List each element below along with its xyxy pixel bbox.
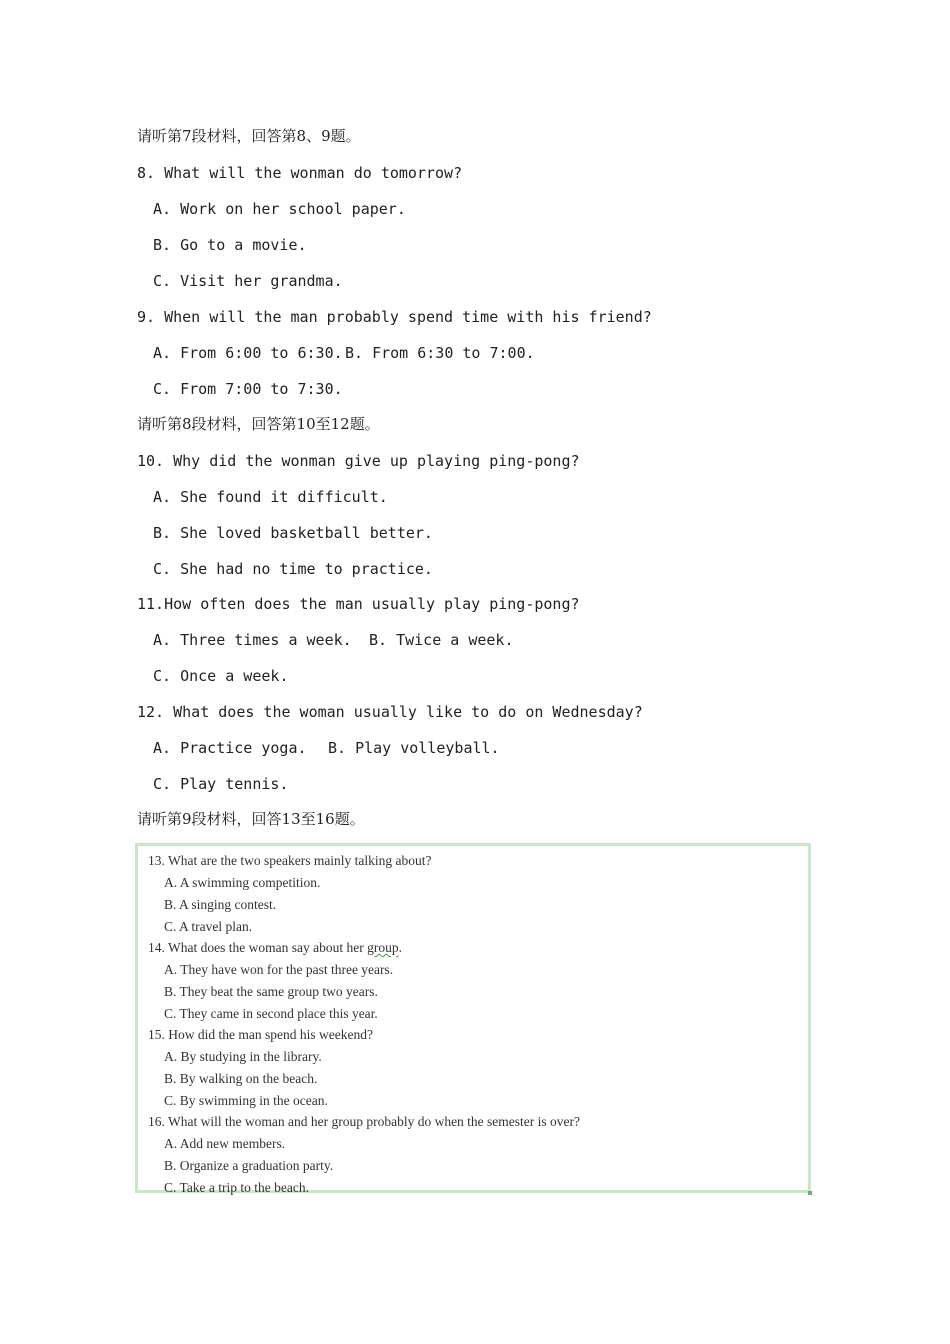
question-9-option-c: C. From 7:00 to 7:30. xyxy=(153,380,343,398)
question-14-option-c: C. They came in second place this year. xyxy=(164,1006,378,1021)
question-11-stem: 11.How often does the man usually play ping-pong? xyxy=(137,595,580,613)
section-7-instruction: 请听第7段材料，回答第8、9题。 xyxy=(137,127,361,145)
spellcheck-squiggle-word: group xyxy=(367,940,399,955)
question-13-stem: 13. What are the two speakers mainly talking about? xyxy=(148,853,432,868)
question-15-stem: 15. How did the man spend his weekend? xyxy=(148,1027,373,1042)
question-11-option-a: A. Three times a week. xyxy=(153,631,352,649)
question-14-option-a: A. They have won for the past three years. xyxy=(164,962,394,977)
question-10-stem: 10. Why did the wonman give up playing ping-pong? xyxy=(137,452,580,470)
question-14-stem-end: . xyxy=(398,940,402,955)
question-14-stem-text: 14. What does the woman say about her xyxy=(148,940,368,955)
question-9-option-b: B. From 6:30 to 7:00. xyxy=(345,344,535,362)
question-10-option-c: C. She had no time to practice. xyxy=(153,560,433,578)
question-10-option-b: B. She loved basketball better. xyxy=(153,524,433,542)
section-8-instruction: 请听第8段材料，回答第10至12题。 xyxy=(137,415,380,433)
question-12-option-b: B. Play volleyball. xyxy=(328,739,500,757)
question-15-option-a: A. By studying in the library. xyxy=(164,1049,322,1064)
question-11-option-c: C. Once a week. xyxy=(153,667,289,685)
question-15-option-c: C. By swimming in the ocean. xyxy=(164,1093,328,1108)
scanned-questions-image xyxy=(135,843,811,1193)
question-8-option-b: B. Go to a movie. xyxy=(153,236,307,254)
question-16-option-c: C. Take a trip to the beach. xyxy=(164,1180,310,1195)
question-13-option-c: C. A travel plan. xyxy=(164,919,253,934)
question-16-option-b: B. Organize a graduation party. xyxy=(164,1158,334,1173)
section-9-instruction: 请听第9段材料，回答13至16题。 xyxy=(137,810,365,828)
question-9-option-a: A. From 6:00 to 6:30. xyxy=(153,344,343,362)
question-14-option-b: B. They beat the same group two years. xyxy=(164,984,378,999)
question-12-stem: 12. What does the woman usually like to do on Wednesday? xyxy=(137,703,643,721)
question-11-option-b: B. Twice a week. xyxy=(369,631,514,649)
question-12-option-a: A. Practice yoga. xyxy=(153,739,307,757)
question-16-option-a: A. Add new members. xyxy=(164,1136,286,1151)
question-8-stem: 8. What will the wonman do tomorrow? xyxy=(137,164,463,182)
question-16-stem: 16. What will the woman and her group probably do when the semester is over? xyxy=(148,1114,581,1129)
question-8-option-c: C. Visit her grandma. xyxy=(153,272,343,290)
question-12-option-c: C. Play tennis. xyxy=(153,775,289,793)
question-8-option-a: A. Work on her school paper. xyxy=(153,200,406,218)
question-13-option-a: A. A swimming competition. xyxy=(164,875,321,890)
question-14-stem xyxy=(148,939,402,957)
question-13-option-b: B. A singing contest. xyxy=(164,897,277,912)
question-10-option-a: A. She found it difficult. xyxy=(153,488,388,506)
image-resize-handle[interactable] xyxy=(808,1191,812,1195)
question-15-option-b: B. By walking on the beach. xyxy=(164,1071,318,1086)
question-9-stem: 9. When will the man probably spend time with his friend? xyxy=(137,308,652,326)
